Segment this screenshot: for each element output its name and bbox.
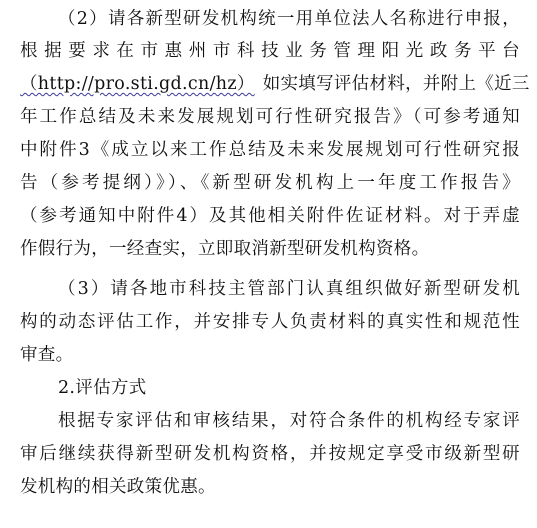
paragraph-2-line-1: （2）请各新型研发机构统一用单位法人名称进行申报，	[58, 9, 520, 29]
paragraph-3-line-3: 审查。	[20, 345, 74, 365]
paragraph-3-line-2: 构的动态评估工作，并安排专人负责材料的真实性和规范性	[20, 312, 520, 332]
section-heading: 2.评估方式	[58, 378, 147, 398]
paragraph-2-line-5: 中附件3《成立以来工作总结及未来发展规划可行性研究报	[20, 140, 520, 160]
paragraph-2-line-7: （参考通知中附件4）及其他相关附件佐证材料。对于弄虚	[20, 206, 520, 226]
paragraph-4-line-1: 根据专家评估和审核结果，对符合条件的机构经专家评	[58, 411, 520, 431]
paragraph-2-line-4: 年工作总结及未来发展规划可行性研究报告》（可参考通知	[20, 107, 520, 127]
paragraph-2-line-6: 告（参考提纲）》）、《新型研发机构上一年度工作报告》	[20, 173, 520, 193]
paragraph-2-line-3-text: 如实填写评估材料，并附上《近三	[262, 74, 530, 94]
paragraph-2-line-3	[20, 67, 530, 101]
paragraph-4-line-3: 发机构的相关政策优惠。	[20, 477, 216, 497]
paragraph-2-line-2: 根据要求在市惠州市科技业务管理阳光政务平台	[20, 41, 520, 61]
paragraph-4-line-2: 审后继续获得新型研发机构资格，并按规定享受市级新型研	[20, 444, 520, 464]
paragraph-2-line-8: 作假行为，一经查实，立即取消新型研发机构资格。	[20, 239, 430, 259]
paragraph-3-line-1: （3）请各地市科技主管部门认真组织做好新型研发机	[58, 279, 520, 299]
platform-url: （http://pro.sti.gd.cn/hz）	[20, 74, 255, 94]
